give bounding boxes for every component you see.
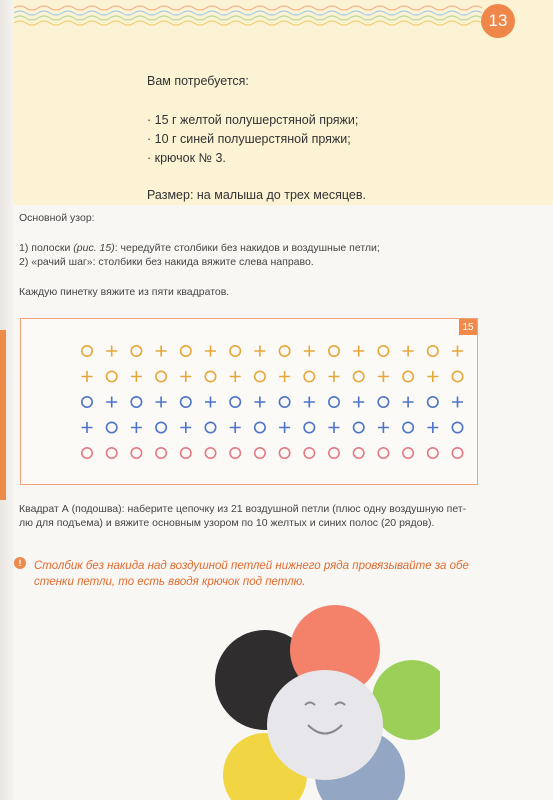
chain-stitch-symbol xyxy=(403,422,413,432)
chain-stitch-symbol xyxy=(230,346,240,356)
squares-note: Каждую пинетку вяжите из пяти квадратов. xyxy=(19,286,230,298)
pattern-step-1-prefix: 1) полоски xyxy=(19,242,74,254)
tip-note-line-1: Столбик без накида над воздушной петлей нижнего ряда провязывайте за обе xyxy=(34,560,469,572)
chain-stitch-symbol xyxy=(230,448,240,458)
chain-stitch-symbol xyxy=(205,422,215,432)
chain-stitch-symbol xyxy=(82,448,92,458)
single-crochet-symbol xyxy=(156,346,167,357)
chain-stitch-symbol xyxy=(428,448,438,458)
single-crochet-symbol xyxy=(82,422,93,433)
single-crochet-symbol xyxy=(304,397,315,408)
single-crochet-symbol xyxy=(131,422,142,433)
chain-stitch-symbol xyxy=(156,422,166,432)
single-crochet-symbol xyxy=(329,371,340,382)
knitted-flower-toy-photo xyxy=(200,600,440,800)
single-crochet-symbol xyxy=(180,422,191,433)
chain-stitch-symbol xyxy=(403,371,413,381)
single-crochet-symbol xyxy=(403,397,414,408)
single-crochet-symbol xyxy=(329,422,340,433)
chain-stitch-symbol xyxy=(181,346,191,356)
single-crochet-symbol xyxy=(427,422,438,433)
chain-stitch-symbol xyxy=(107,422,117,432)
chain-stitch-symbol xyxy=(131,346,141,356)
chain-stitch-symbol xyxy=(354,371,364,381)
materials-item: · 15 г желтой полушерстяной пряжи; xyxy=(147,113,359,127)
chain-stitch-symbol xyxy=(452,448,462,458)
square-a-line-1: Квадрат А (подошва): наберите цепочку из 21 воздушной петли (плюс одну воздушную пет- xyxy=(19,503,467,515)
materials-items xyxy=(147,111,366,168)
chain-stitch-symbol xyxy=(255,422,265,432)
chain-stitch-symbol xyxy=(428,346,438,356)
single-crochet-symbol xyxy=(106,397,117,408)
chain-stitch-symbol xyxy=(304,448,314,458)
tip-note xyxy=(34,558,484,590)
single-crochet-symbol xyxy=(180,371,191,382)
pattern-title: Основной узор: xyxy=(19,212,95,224)
single-crochet-symbol xyxy=(452,397,463,408)
single-crochet-symbol xyxy=(427,371,438,382)
chain-stitch-symbol xyxy=(131,397,141,407)
chain-stitch-symbol xyxy=(304,371,314,381)
single-crochet-symbol xyxy=(353,397,364,408)
chain-stitch-symbol xyxy=(131,448,141,458)
chain-stitch-symbol xyxy=(156,448,166,458)
chain-stitch-symbol xyxy=(107,371,117,381)
chain-stitch-symbol xyxy=(181,397,191,407)
pattern-step-2: 2) «рачий шаг»: столбики без накида вяжите слева направо. xyxy=(19,256,314,268)
chain-stitch-symbol xyxy=(378,448,388,458)
exclamation-icon: ! xyxy=(14,557,26,569)
single-crochet-symbol xyxy=(230,422,241,433)
single-crochet-symbol xyxy=(378,371,389,382)
single-crochet-symbol xyxy=(156,397,167,408)
chain-stitch-symbol xyxy=(156,371,166,381)
single-crochet-symbol xyxy=(230,371,241,382)
chain-stitch-symbol xyxy=(107,448,117,458)
chain-stitch-symbol xyxy=(279,448,289,458)
single-crochet-symbol xyxy=(279,422,290,433)
chain-stitch-symbol xyxy=(378,346,388,356)
left-edge-accent xyxy=(0,330,6,500)
single-crochet-symbol xyxy=(254,397,265,408)
stitch-chart xyxy=(21,319,477,484)
chain-stitch-symbol xyxy=(82,397,92,407)
size-note: Размер: на малыша до трех месяцев. xyxy=(147,188,366,202)
chain-stitch-symbol xyxy=(452,422,462,432)
chain-stitch-symbol xyxy=(452,371,462,381)
page-number-badge: 13 xyxy=(481,4,515,38)
chain-stitch-symbol xyxy=(304,422,314,432)
materials-list xyxy=(147,72,366,205)
chain-stitch-symbol xyxy=(378,397,388,407)
chain-stitch-symbol xyxy=(279,346,289,356)
chain-stitch-symbol xyxy=(329,346,339,356)
chain-stitch-symbol xyxy=(230,397,240,407)
pattern-step-1-text: : чередуйте столбики без накидов и воздушные петли; xyxy=(114,242,380,254)
single-crochet-symbol xyxy=(279,371,290,382)
figure-reference: (рис. 15) xyxy=(73,242,115,254)
chain-stitch-symbol xyxy=(329,448,339,458)
materials-item: · 10 г синей полушерстяной пряжи; xyxy=(147,132,351,146)
single-crochet-symbol xyxy=(205,397,216,408)
single-crochet-symbol xyxy=(452,346,463,357)
materials-title: Вам потребуется: xyxy=(147,74,249,88)
single-crochet-symbol xyxy=(254,346,265,357)
chain-stitch-symbol xyxy=(329,397,339,407)
chain-stitch-symbol xyxy=(403,448,413,458)
single-crochet-symbol xyxy=(106,346,117,357)
single-crochet-symbol xyxy=(403,346,414,357)
single-crochet-symbol xyxy=(205,346,216,357)
figure-number: 15 xyxy=(459,319,477,335)
single-crochet-symbol xyxy=(304,346,315,357)
square-a-line-2: лю для подъема) и вяжите основным узором по 10 желтых и синих полос (20 рядов). xyxy=(19,517,435,529)
chain-stitch-symbol xyxy=(205,371,215,381)
chain-stitch-symbol xyxy=(181,448,191,458)
single-crochet-symbol xyxy=(378,422,389,433)
tip-note-line-2: стенки петли, то есть вводя крючок под петлю. xyxy=(34,576,306,588)
chain-stitch-symbol xyxy=(354,422,364,432)
single-crochet-symbol xyxy=(131,371,142,382)
smiling-center xyxy=(267,670,383,780)
chain-stitch-symbol xyxy=(428,397,438,407)
chain-stitch-symbol xyxy=(255,448,265,458)
pattern-step-1 xyxy=(19,241,380,255)
chain-stitch-symbol xyxy=(255,371,265,381)
stitch-chart-figure xyxy=(20,318,478,485)
chain-stitch-symbol xyxy=(205,448,215,458)
decorative-wave-stripes xyxy=(14,0,553,34)
chain-stitch-symbol xyxy=(279,397,289,407)
chain-stitch-symbol xyxy=(82,346,92,356)
single-crochet-symbol xyxy=(353,346,364,357)
single-crochet-symbol xyxy=(82,371,93,382)
chain-stitch-symbol xyxy=(354,448,364,458)
materials-item: · крючок № 3. xyxy=(147,151,226,165)
